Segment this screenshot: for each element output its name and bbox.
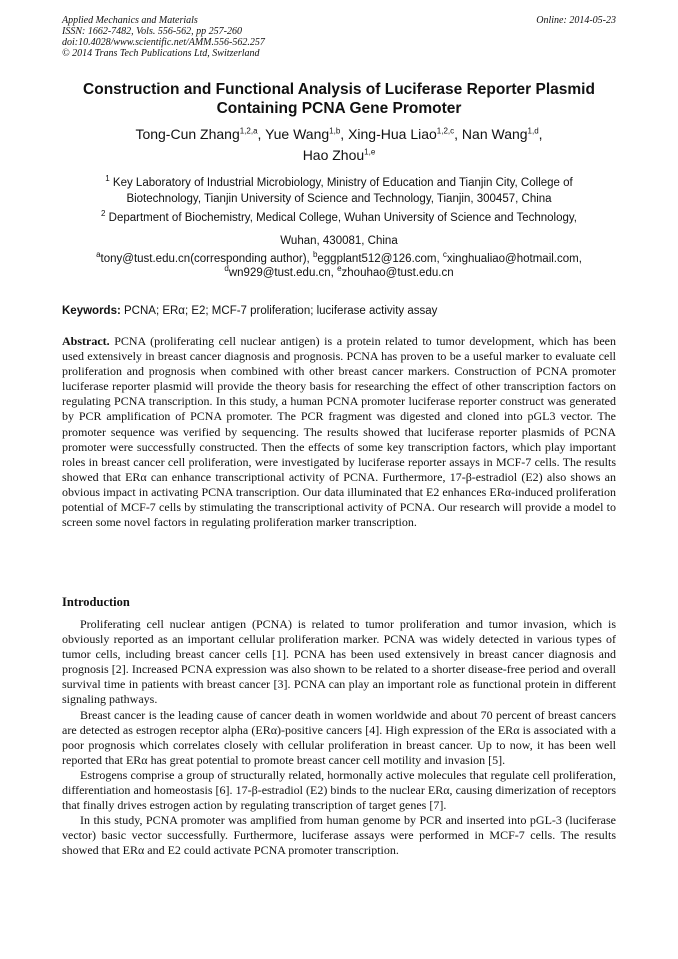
keywords bbox=[62, 304, 616, 318]
email-line-2 bbox=[62, 266, 616, 280]
intro-paragraph-3: Estrogens comprise a group of structurally related, hormonally active molecules that regulate cell proliferation, differentiation and homeostasis [6]. 17-β-estradiol (E2) binds to the nuclear ERα, causing dimerization of receptors that finally drives estrogen action by regulating transcription of target genes [7]. bbox=[62, 767, 616, 813]
affiliation-2 bbox=[62, 210, 616, 226]
paper-title bbox=[40, 80, 638, 118]
abstract-text: PCNA (proliferating cell nuclear antigen) is a protein related to tumor development, which has been used extensively in breast cancer diagnosis and prognosis. PCNA has proven to be a useful marker to evaluate cell proliferation and prognosis when combined with other breast cancer markers. Construction of PCNA promoter luciferase reporter plasmid will provide the theory basis for researching the effect of other transcription factors on regulating PCNA transcription. In this study, a human PCNA promoter luciferase reporter construct was generated by PCR amplification of PCNA promoter. The PCR fragment was digested and cloned into pGL3 vector. The promoter sequence was verified by sequencing. The results showed that luciferase reporter plasmids of PCNA promoter were successfully constructed. Then the effects of some key transcription factors, which play important roles in breast cancer cell proliferation, were investigated by luciferase reporter assays in MCF-7 cells. The results showed that ERα can enhance transcriptional activity of PCNA. Furthermore, 17-β-estradiol (E2) also shows an obvious impact in activating PCNA transcription. Our data illuminated that E2 enhances ERα-induced proliferation potential of MCF-7 cells by stimulating the transcriptional activity of PCNA. Our research will provide a model to screen some novel factors in regulating proliferation marker transcription. bbox=[62, 334, 616, 530]
email-mark: a bbox=[96, 250, 101, 260]
affiliation-1-line-1 bbox=[62, 175, 616, 191]
author-sep: , bbox=[538, 126, 543, 142]
issn-line: ISSN: 1662-7482, Vols. 556-562, pp 257-260 bbox=[62, 26, 242, 37]
abstract-label: Abstract. bbox=[62, 334, 110, 348]
author-affil-mark: 1,2,a bbox=[239, 126, 258, 136]
email-e[interactable]: zhouhao@tust.edu.cn bbox=[341, 267, 454, 279]
author-name: Yue Wang bbox=[265, 126, 330, 142]
author-name: Xing-Hua Liao bbox=[348, 126, 437, 142]
introduction-heading: Introduction bbox=[62, 595, 130, 609]
email-a[interactable]: tony@tust.edu.cn(corresponding author), bbox=[100, 253, 313, 265]
author-name: Nan Wang bbox=[461, 126, 528, 142]
author-sep: , bbox=[454, 126, 462, 142]
email-mark: b bbox=[312, 250, 318, 260]
keywords-label: Keywords: bbox=[62, 305, 121, 317]
intro-paragraph-4: In this study, PCNA promoter was amplified from human genome by PCR and inserted into pGL-3 (luciferase vector) basic vector successfully. Furthermore, luciferase assays were performed in MCF-7 cells. The results showed that ERα and E2 could activate PCNA promoter transcription. bbox=[62, 813, 616, 858]
affiliation-2-line-2: Wuhan, 430081, China bbox=[280, 235, 398, 247]
author-name: Hao Zhou bbox=[302, 147, 365, 163]
author-affil-mark: 1,b bbox=[329, 126, 341, 136]
doi-line: doi:10.4028/www.scientific.net/AMM.556-562.257 bbox=[62, 37, 265, 48]
affiliation-2-line-1 bbox=[62, 210, 616, 226]
email-d[interactable]: wn929@tust.edu.cn, bbox=[228, 267, 338, 279]
journal-name: Applied Mechanics and Materials bbox=[62, 15, 198, 26]
author-sep: , bbox=[257, 126, 266, 142]
keywords-text: PCNA; ERα; E2; MCF-7 proliferation; luciferase activity assay bbox=[120, 305, 438, 317]
author-name: Tong-Cun Zhang bbox=[135, 126, 240, 142]
email-mark: c bbox=[442, 250, 447, 260]
intro-paragraph-1: Proliferating cell nuclear antigen (PCNA) is related to tumor proliferation and tumor invasion, which is obviously reported as an important cellular proliferation marker. PCNA was widely detected in various types of tumor cells, including breast cancer cells [1]. PCNA has been used extensively in breast cancer diagnosis and prognosis [2]. Increased PCNA expression was also shown to be related to a shorter disease-free period and overall survival time in patients with breast cancer [3]. PCNA can play an important role as functional protein in different signaling pathways. bbox=[62, 617, 616, 707]
abstract bbox=[62, 334, 616, 530]
email-mark: e bbox=[337, 264, 342, 274]
affiliation-text: Department of Biochemistry, Medical College, Wuhan University of Science and Technology, bbox=[108, 212, 577, 224]
author-affil-mark: 1,e bbox=[364, 147, 376, 157]
author-line-2 bbox=[50, 145, 628, 166]
affiliation-text: Key Laboratory of Industrial Microbiology, Ministry of Education and Tianjin City, College of bbox=[112, 177, 573, 189]
author-affil-mark: 1,d bbox=[527, 126, 539, 136]
title-line-1: Construction and Functional Analysis of Luciferase Reporter Plasmid bbox=[83, 81, 595, 98]
affiliation-1 bbox=[62, 175, 616, 207]
affiliation-mark: 2 bbox=[101, 209, 106, 219]
introduction-body bbox=[62, 617, 616, 859]
author-affil-mark: 1,2,c bbox=[436, 126, 455, 136]
affiliation-mark: 1 bbox=[105, 174, 110, 184]
intro-paragraph-2: Breast cancer is the leading cause of cancer death in women worldwide and about 70 percent of breast cancers are detected as estrogen receptor alpha (ERα)-positive cancers [4]. High expression of the ERα is associated with a poor prognosis which correlates closely with cellular proliferation in breast cancer. Up to now, it has been well reported that ERα has great potential to promote breast cancer cell motility and invasion [5]. bbox=[62, 707, 616, 767]
author-sep: , bbox=[340, 126, 349, 142]
affiliation-1-line-2: Biotechnology, Tianjin University of Science and Technology, Tianjin, 300457, China bbox=[126, 193, 552, 205]
copyright-line: © 2014 Trans Tech Publications Ltd, Switzerland bbox=[62, 48, 260, 59]
email-b[interactable]: eggplant512@126.com, bbox=[317, 253, 443, 265]
email-c[interactable]: xinghualiao@hotmail.com, bbox=[446, 253, 582, 265]
author-line-1 bbox=[50, 124, 628, 145]
title-line-2: Containing PCNA Gene Promoter bbox=[216, 100, 462, 117]
author-list bbox=[50, 124, 628, 166]
online-date: Online: 2014-05-23 bbox=[536, 15, 616, 26]
journal-header bbox=[62, 15, 616, 59]
email-list bbox=[62, 252, 616, 280]
email-mark: d bbox=[224, 264, 229, 274]
